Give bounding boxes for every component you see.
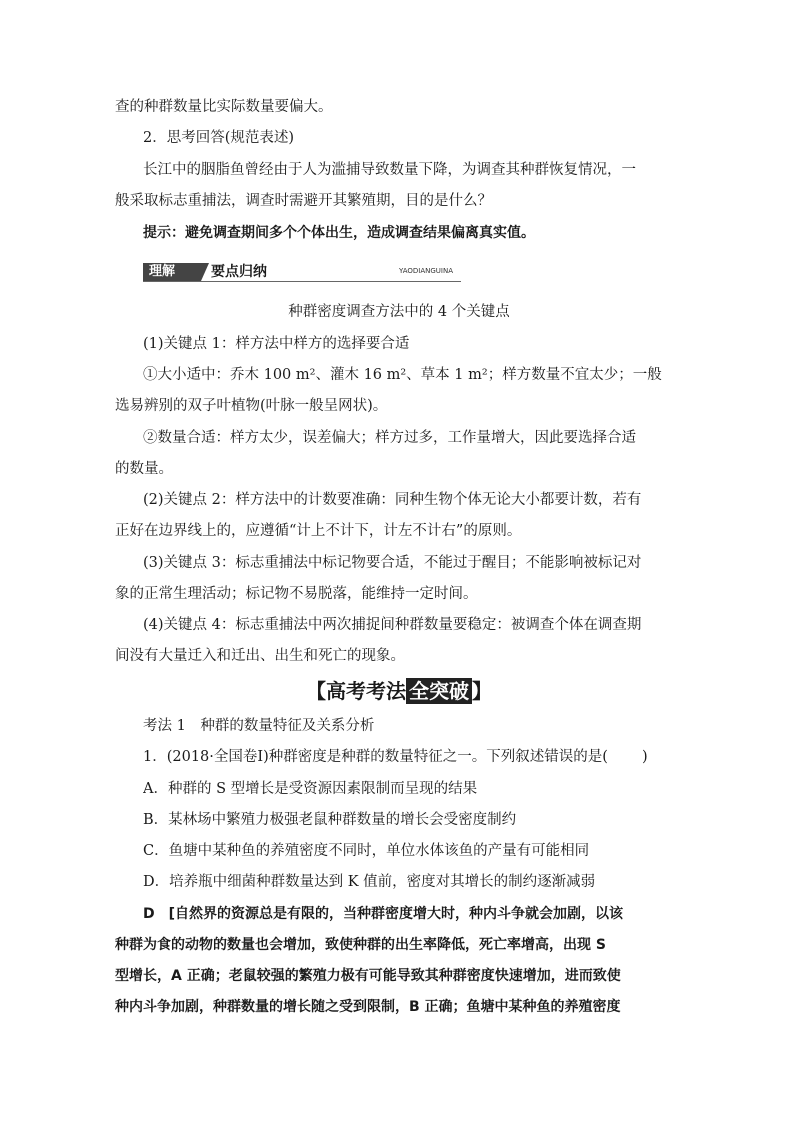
text-line: 象的正常生理活动；标记物不易脱落，能维持一定时间。 <box>115 586 478 602</box>
option-c: C．鱼塘中某种鱼的养殖密度不同时，单位水体该鱼的产量有可能相同 <box>143 843 590 859</box>
section-header <box>115 678 683 704</box>
text-line: 般采取标志重捕法，调查时需避开其繁殖期，目的是什么？ <box>115 193 492 209</box>
text-line: 2．思考回答(规范表述) <box>143 130 295 146</box>
banner-pinyin: YAODIANGUINA <box>399 267 454 275</box>
bracket-left: 【 <box>306 679 326 703</box>
text-line: (1)关键点 1：样方法中样方的选择要合适 <box>143 336 410 352</box>
section-banner <box>143 262 461 282</box>
answer-line: D [自然界的资源总是有限的，当种群密度增大时，种内斗争就会加剧，以该 <box>143 906 624 922</box>
text-line: (4)关键点 4：标志重捕法中两次捕捉间种群数量要稳定：被调查个体在调查期 <box>143 617 642 633</box>
section-boxed-title: 全突破 <box>406 678 472 704</box>
method-label: 考法 1 种群的数量特征及关系分析 <box>143 718 375 734</box>
answer-line: 种内斗争加剧，种群数量的增长随之受到限制，B 正确；鱼塘中某种鱼的养殖密度 <box>115 999 621 1015</box>
text-line: (3)关键点 3：标志重捕法中标记物要合适，不能过于醒目；不能影响被标记对 <box>143 555 642 571</box>
text-line: ②数量合适：样方太少，误差偏大；样方过多，工作量增大，因此要选择合适 <box>143 430 636 446</box>
banner-title: 要点归纳 <box>211 264 267 280</box>
bracket-right: 】 <box>472 679 492 703</box>
text-line: 间没有大量迁入和迁出、出生和死亡的现象。 <box>115 648 405 664</box>
hint-line: 提示：避免调查期间多个个体出生，造成调查结果偏离真实值。 <box>143 225 535 241</box>
text-line: 正好在边界线上的，应遵循“计上不计下，计左不计右”的原则。 <box>115 523 522 539</box>
section-title: 高考考法 <box>326 679 406 703</box>
banner-rule <box>143 281 461 282</box>
question-stem: 1．(2018·全国卷Ⅰ)种群密度是种群的数量特征之一。下列叙述错误的是( ) <box>143 749 648 765</box>
text-line: 选易辨别的双子叶植物(叶脉一般呈网状)。 <box>115 398 388 414</box>
keypoints-heading: 种群密度调查方法中的 4 个关键点 <box>288 304 510 320</box>
option-b: B．某林场中繁殖力极强老鼠种群数量的增长会受密度制约 <box>143 812 517 828</box>
text-line: 的数量。 <box>115 461 173 477</box>
banner-tag: 理解 <box>143 263 201 281</box>
text-line: 查的种群数量比实际数量要偏大。 <box>115 99 333 115</box>
answer-line: 型增长，A 正确；老鼠较强的繁殖力极有可能导致其种群密度快速增加，进而致使 <box>115 968 621 984</box>
option-a: A．种群的 S 型增长是受资源因素限制而呈现的结果 <box>143 781 478 797</box>
text-line: 长江中的胭脂鱼曾经由于人为滥捕导致数量下降，为调查其种群恢复情况，一 <box>143 162 636 178</box>
text-line: (2)关键点 2：样方法中的计数要准确：同种生物个体无论大小都要计数，若有 <box>143 492 642 508</box>
text-line: ①大小适中：乔木 100 m²、灌木 16 m²、草本 1 m²；样方数量不宜太少；一般 <box>143 367 662 383</box>
option-d: D．培养瓶中细菌种群数量达到 K 值前，密度对其增长的制约逐渐减弱 <box>143 874 596 890</box>
answer-line: 种群为食的动物的数量也会增加，致使种群的出生率降低，死亡率增高，出现 S <box>115 937 606 953</box>
